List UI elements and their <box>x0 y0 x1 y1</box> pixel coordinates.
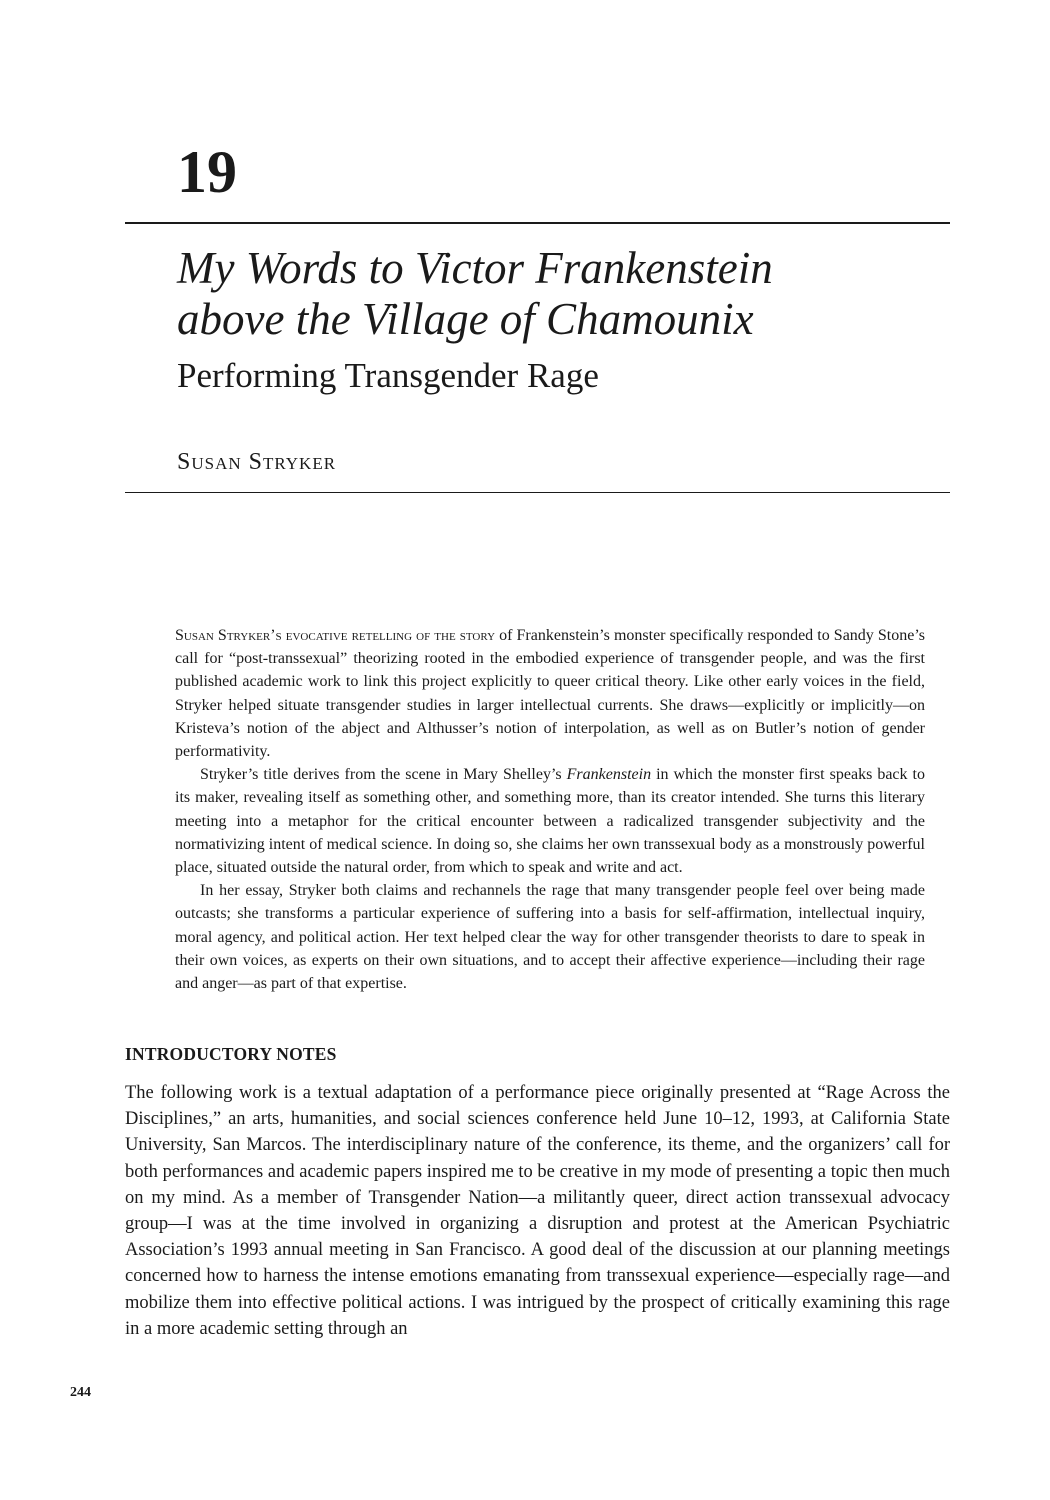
chapter-abstract <box>175 624 925 995</box>
abstract-paragraph-1 <box>175 624 925 763</box>
abstract-paragraph-2 <box>175 763 925 879</box>
top-divider <box>125 222 950 224</box>
chapter-subtitle: Performing Transgender Rage <box>177 356 599 395</box>
bottom-divider <box>125 492 950 493</box>
chapter-title-line-1: My Words to Victor Frankenstein <box>177 243 773 293</box>
abstract-paragraph-3: In her essay, Stryker both claims and rechannels the rage that many transgender people feel over being made outcasts; she transforms a particular experience of suffering into a basis for self-affirmation, intellectual inquiry, moral agency, and political action. Her text helped clear the way for other transgender theorists to dare to speak in their own voices, as experts on their own situations, and to accept their affective experience—including their rage and anger—as part of that expertise. <box>175 882 925 993</box>
chapter-title <box>177 243 937 345</box>
abstract-paragraph-2-text-b: in which the monster first speaks back to its maker, revealing itself as something other, and something more, than its creator intended. She turns this literary meeting into a metaphor for the critical encounter between a radicalized transgender subjectivity and the normativizing intent of medical science. In doing so, she claims her own transsexual body as a monstrously powerful place, situated outside the natural order, from which to speak and write and act. <box>175 766 925 877</box>
section-heading: INTRODUCTORY NOTES <box>125 1044 337 1064</box>
author-name: Susan Stryker <box>177 449 337 475</box>
abstract-lead-in: Susan Stryker’s evocative retelling of the story <box>175 627 496 644</box>
body-paragraph: The following work is a textual adaptation of a performance piece originally presented at “Rage Across the Disciplines,” an arts, humanities, and social sciences conference held June 10–12, 1993, at California State University, San Marcos. The interdisciplinary nature of the conference, its theme, and the organizers’ call for both performances and academic papers inspired me to be creative in my mode of presenting a topic then much on my mind. As a member of Transgender Nation—a militantly queer, direct action transsexual advocacy group—I was at the time involved in organizing a disruption and protest at the American Psychiatric Association’s 1993 annual meeting in San Francisco. A good deal of the discussion at our planning meetings concerned how to harness the intense emotions emanating from transsexual experience—especially rage—and mobilize them into effective political actions. I was intrigued by the prospect of critically examining this rage in a more academic setting through an <box>125 1083 950 1339</box>
abstract-paragraph-2-text-a: Stryker’s title derives from the scene in Mary Shelley’s <box>200 766 567 784</box>
chapter-number: 19 <box>177 139 237 205</box>
abstract-paragraph-1-text: of Frankenstein’s monster specifically responded to Sandy Stone’s call for “post-transsexual” theorizing rooted in the embodied experience of transgender people, and was the first published academic work to link this project explicitly to queer critical theory. Like other early voices in the field, Stryker helped situate transgender studies in larger intellectual currents. She draws—explicitly or implicitly—on Kristeva’s notion of the abject and Althusser’s notion of interpolation, as well as on Butler’s notion of gender performativity. <box>175 627 926 761</box>
chapter-title-line-2: above the Village of Chamounix <box>177 294 754 344</box>
book-title-frankenstein: Frankenstein <box>566 766 652 784</box>
page-number: 244 <box>70 1385 91 1400</box>
